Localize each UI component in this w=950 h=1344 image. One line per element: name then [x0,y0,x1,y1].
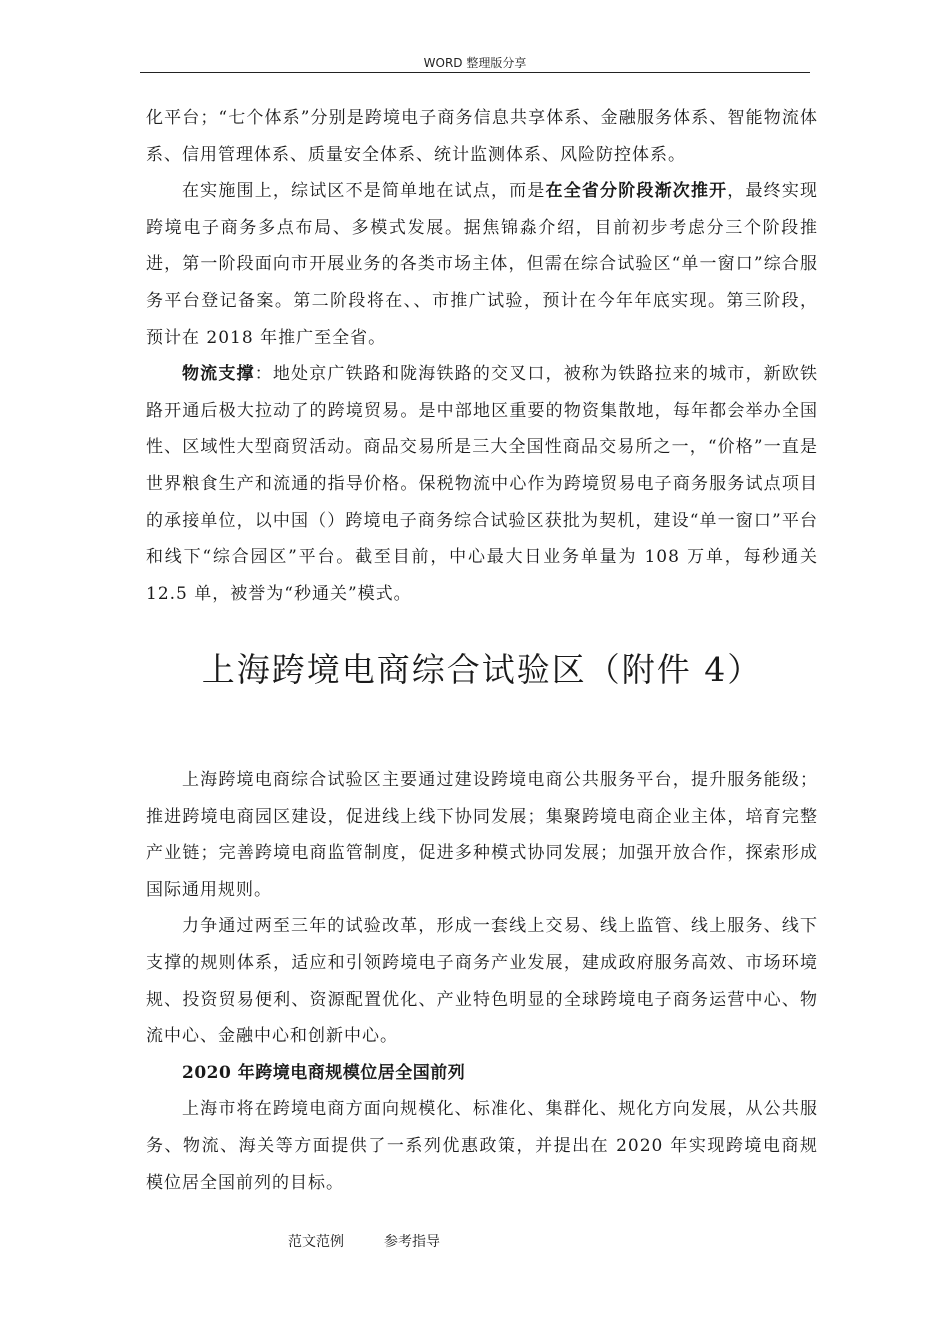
section-title: 上海跨境电商综合试验区（附件 4） [201,650,763,689]
header-divider [140,72,810,73]
logistics-label: 物流支撑 [182,364,255,385]
section-one [146,100,818,612]
page-header: WORD 整理版分享 [423,56,527,70]
paragraph-shanghai-policy: 上海市将在跨境电商方面向规模化、标准化、集群化、规化方向发展，从公共服务、物流、海关等方面提供了一系列优惠政策，并提出在 2020 年实现跨境电商规模位居全国前列的目标。 [146,1099,818,1193]
page-footer [288,1232,440,1252]
logistics-text: ：地处京广铁路和陇海铁路的交叉口，被称为铁路拉来的城市，新欧铁路开通后极大拉动了的跨境贸易。是中部地区重要的物资集散地，每年都会举办全国性、区域性大型商贸活动。商品交易所是三大全国性商品交易所之一，“价格”一直是世界粮食生产和流通的指导价格。保税物流中心作为跨境贸易电子商务服务试点项目的承接单位，以中国（）跨境电子商务综合试验区获批为契机，建设“单一窗口”平台和线下“综合园区”平台。截至目前，中心最大日业务单量为 108 万单，每秒通关 12.5 单，被誉为“秒通关”模式。 [146,364,819,604]
paragraph-seven-systems: 化平台；“七个体系”分别是跨境电子商务信息共享体系、金融服务体系、智能物流体系、信用管理体系、质量安全体系、统计监测体系、风险防控体系。 [146,108,818,165]
implementation-text-a: 在实施围上，综试区不是简单地在试点，而是 [182,181,546,202]
footer-right-text: 参考指导 [384,1234,440,1250]
section-two [146,762,818,1201]
paragraph-implementation [146,173,818,356]
paragraph-reform-goals: 力争通过两至三年的试验改革，形成一套线上交易、线上监管、线上服务、线下支撑的规则体系，适应和引领跨境电子商务产业发展，建成政府服务高效、市场环境规、投资贸易便利、资源配置优化、产业特色明显的全球跨境电子商务运营中心、物流中心、金融中心和创新中心。 [146,916,818,1047]
paragraph-logistics [146,356,818,612]
implementation-emphasis: 在全省分阶段渐次推开 [545,181,728,202]
footer-left-text: 范文范例 [288,1234,344,1250]
implementation-text-b: ，最终实现跨境电子商务多点布局、多模式发展。据焦锦淼介绍，目前初步考虑分三个阶段推进，第一阶段面向市开展业务的各类市场主体，但需在综合试验区“单一窗口”综合服务平台登记备案。第二阶段将在、、市推广试验，预计在今年年底实现。第三阶段，预计在 2018 年推广至全省。 [146,181,819,348]
paragraph-shanghai-overview: 上海跨境电商综合试验区主要通过建设跨境电商公共服务平台，提升服务能级；推进跨境电商园区建设，促进线上线下协同发展；集聚跨境电商企业主体，培育完整产业链；完善跨境电商监管制度，促进多种模式协同发展；加强开放合作，探索形成国际通用规则。 [146,770,818,900]
subheading-2020: 2020 年跨境电商规模位居全国前列 [182,1062,466,1083]
